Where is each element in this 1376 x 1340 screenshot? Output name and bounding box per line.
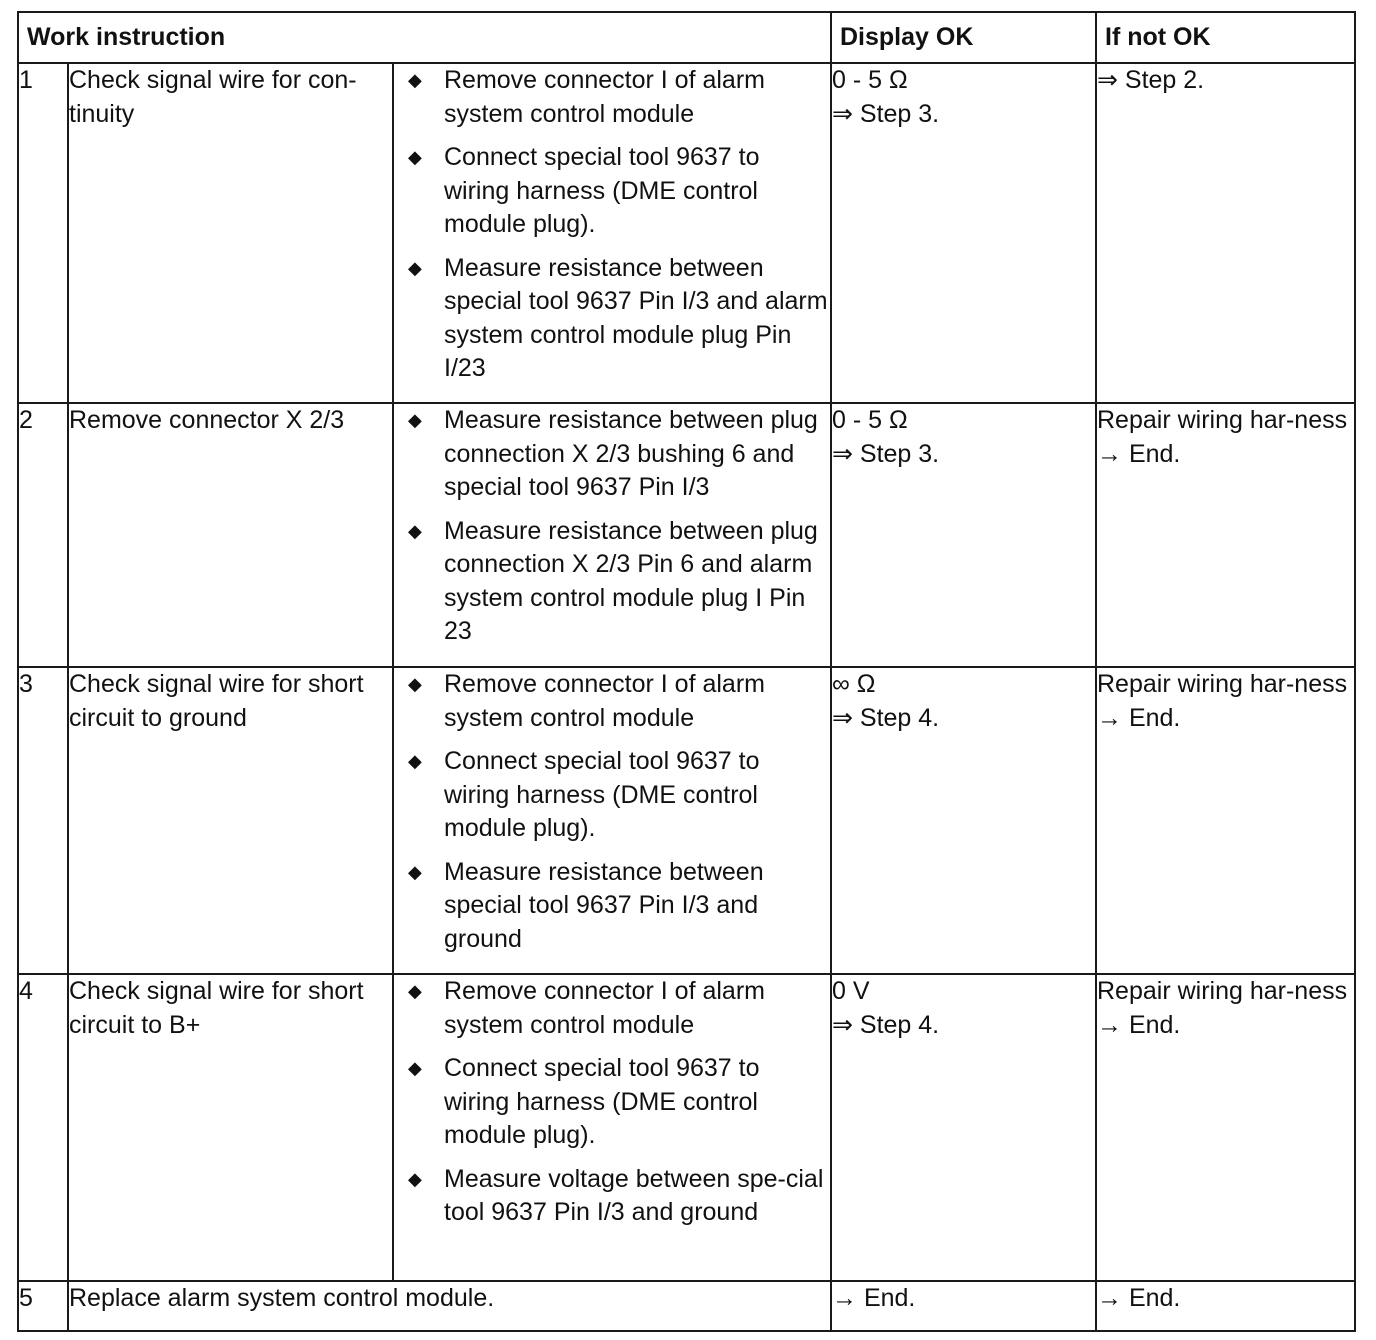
action-text: Connect special tool 9637 to wiring harness (DME control module plug). bbox=[444, 143, 760, 238]
step-actions bbox=[393, 63, 831, 403]
action-text: Remove connector I of alarm system control module bbox=[444, 977, 765, 1039]
action-text: Measure voltage between spe-cial tool 9637 Pin I/3 and ground bbox=[444, 1164, 824, 1226]
action-item bbox=[394, 745, 830, 846]
header-row bbox=[18, 12, 1355, 63]
action-item bbox=[394, 252, 830, 386]
step-number: 1 bbox=[18, 63, 68, 403]
table-row bbox=[18, 667, 1355, 974]
display-ok-next: ⇒ Step 3. bbox=[832, 439, 940, 468]
diamond-bullet-icon: ◆ bbox=[408, 257, 422, 278]
display-ok-next: ⇒ Step 4. bbox=[832, 1010, 940, 1039]
work-instruction-table bbox=[17, 11, 1356, 1332]
action-item bbox=[394, 975, 830, 1042]
display-ok-next: ⇒ Step 3. bbox=[832, 99, 940, 128]
step-instruction: Remove connector X 2/3 bbox=[68, 403, 393, 667]
action-text: Remove connector I of alarm system control module bbox=[444, 66, 765, 128]
if-not-ok-text: Repair wiring har-ness bbox=[1097, 406, 1348, 434]
display-ok-value: 0 V bbox=[832, 977, 870, 1005]
header-display-ok: Display OK bbox=[831, 12, 1096, 63]
diamond-bullet-icon: ◆ bbox=[408, 520, 422, 541]
diamond-bullet-icon: ◆ bbox=[408, 981, 422, 1001]
step-number: 5 bbox=[18, 1281, 68, 1331]
action-item bbox=[394, 515, 830, 649]
action-text: Connect special tool 9637 to wiring harness (DME control module plug). bbox=[444, 1054, 760, 1149]
action-item bbox=[394, 64, 830, 131]
step-instruction: Check signal wire for short circuit to B+ bbox=[68, 974, 393, 1281]
diamond-bullet-icon: ◆ bbox=[408, 410, 422, 430]
if-not-ok-next: → End. bbox=[1097, 703, 1181, 732]
diamond-bullet-icon: ◆ bbox=[408, 674, 422, 694]
step-number: 2 bbox=[18, 403, 68, 667]
step-instruction: Check signal wire for short circuit to ground bbox=[68, 667, 393, 974]
display-ok-cell bbox=[831, 403, 1096, 667]
diamond-bullet-icon: ◆ bbox=[408, 1168, 422, 1189]
action-item bbox=[394, 856, 830, 957]
action-text: Connect special tool 9637 to wiring harness (DME control module plug). bbox=[444, 747, 760, 842]
display-ok-value: → End. bbox=[832, 1284, 916, 1312]
action-text: Measure resistance between special tool 9637 Pin I/3 and alarm system control module plug Pin I/23 bbox=[444, 253, 828, 382]
step-number: 3 bbox=[18, 667, 68, 974]
display-ok-value: ∞ Ω bbox=[832, 670, 876, 698]
if-not-ok-cell bbox=[1096, 403, 1355, 667]
display-ok-cell bbox=[831, 1281, 1096, 1331]
diamond-bullet-icon: ◆ bbox=[408, 70, 422, 90]
action-text: Measure resistance between plug connection X 2/3 bushing 6 and special tool 9637 Pin I/3 bbox=[444, 406, 818, 501]
if-not-ok-text: → End. bbox=[1097, 1284, 1181, 1312]
action-text: Remove connector I of alarm system control module bbox=[444, 670, 765, 732]
action-item bbox=[394, 1052, 830, 1153]
diamond-bullet-icon: ◆ bbox=[408, 861, 422, 882]
step-actions bbox=[393, 974, 831, 1281]
display-ok-cell bbox=[831, 667, 1096, 974]
step-instruction: Replace alarm system control module. bbox=[68, 1281, 831, 1331]
header-work-instruction: Work instruction bbox=[18, 12, 831, 63]
table-row bbox=[18, 63, 1355, 403]
if-not-ok-text: ⇒ Step 2. bbox=[1097, 66, 1205, 94]
table-row bbox=[18, 403, 1355, 667]
display-ok-value: 0 - 5 Ω bbox=[832, 406, 908, 434]
action-text: Measure resistance between plug connection X 2/3 Pin 6 and alarm system control module plug I Pin 23 bbox=[444, 516, 818, 645]
action-item bbox=[394, 404, 830, 505]
diamond-bullet-icon: ◆ bbox=[408, 751, 422, 771]
diamond-bullet-icon: ◆ bbox=[408, 1058, 422, 1078]
diamond-bullet-icon: ◆ bbox=[408, 147, 422, 167]
display-ok-cell bbox=[831, 974, 1096, 1281]
display-ok-value: 0 - 5 Ω bbox=[832, 66, 908, 94]
step-actions bbox=[393, 667, 831, 974]
action-item bbox=[394, 141, 830, 242]
step-number: 4 bbox=[18, 974, 68, 1281]
if-not-ok-next: → End. bbox=[1097, 439, 1181, 468]
if-not-ok-text: Repair wiring har-ness bbox=[1097, 977, 1348, 1005]
action-item bbox=[394, 1163, 830, 1230]
display-ok-next: ⇒ Step 4. bbox=[832, 703, 940, 732]
if-not-ok-cell bbox=[1096, 667, 1355, 974]
table-row bbox=[18, 1281, 1355, 1331]
if-not-ok-text: Repair wiring har-ness bbox=[1097, 670, 1348, 698]
step-actions bbox=[393, 403, 831, 667]
table-row bbox=[18, 974, 1355, 1281]
header-if-not-ok: If not OK bbox=[1096, 12, 1355, 63]
if-not-ok-next: → End. bbox=[1097, 1010, 1181, 1039]
action-text: Measure resistance between special tool 9637 Pin I/3 and ground bbox=[444, 857, 764, 953]
action-item bbox=[394, 668, 830, 735]
if-not-ok-cell bbox=[1096, 974, 1355, 1281]
display-ok-cell bbox=[831, 63, 1096, 403]
step-instruction: Check signal wire for con-tinuity bbox=[68, 63, 393, 403]
if-not-ok-cell bbox=[1096, 63, 1355, 403]
if-not-ok-cell bbox=[1096, 1281, 1355, 1331]
